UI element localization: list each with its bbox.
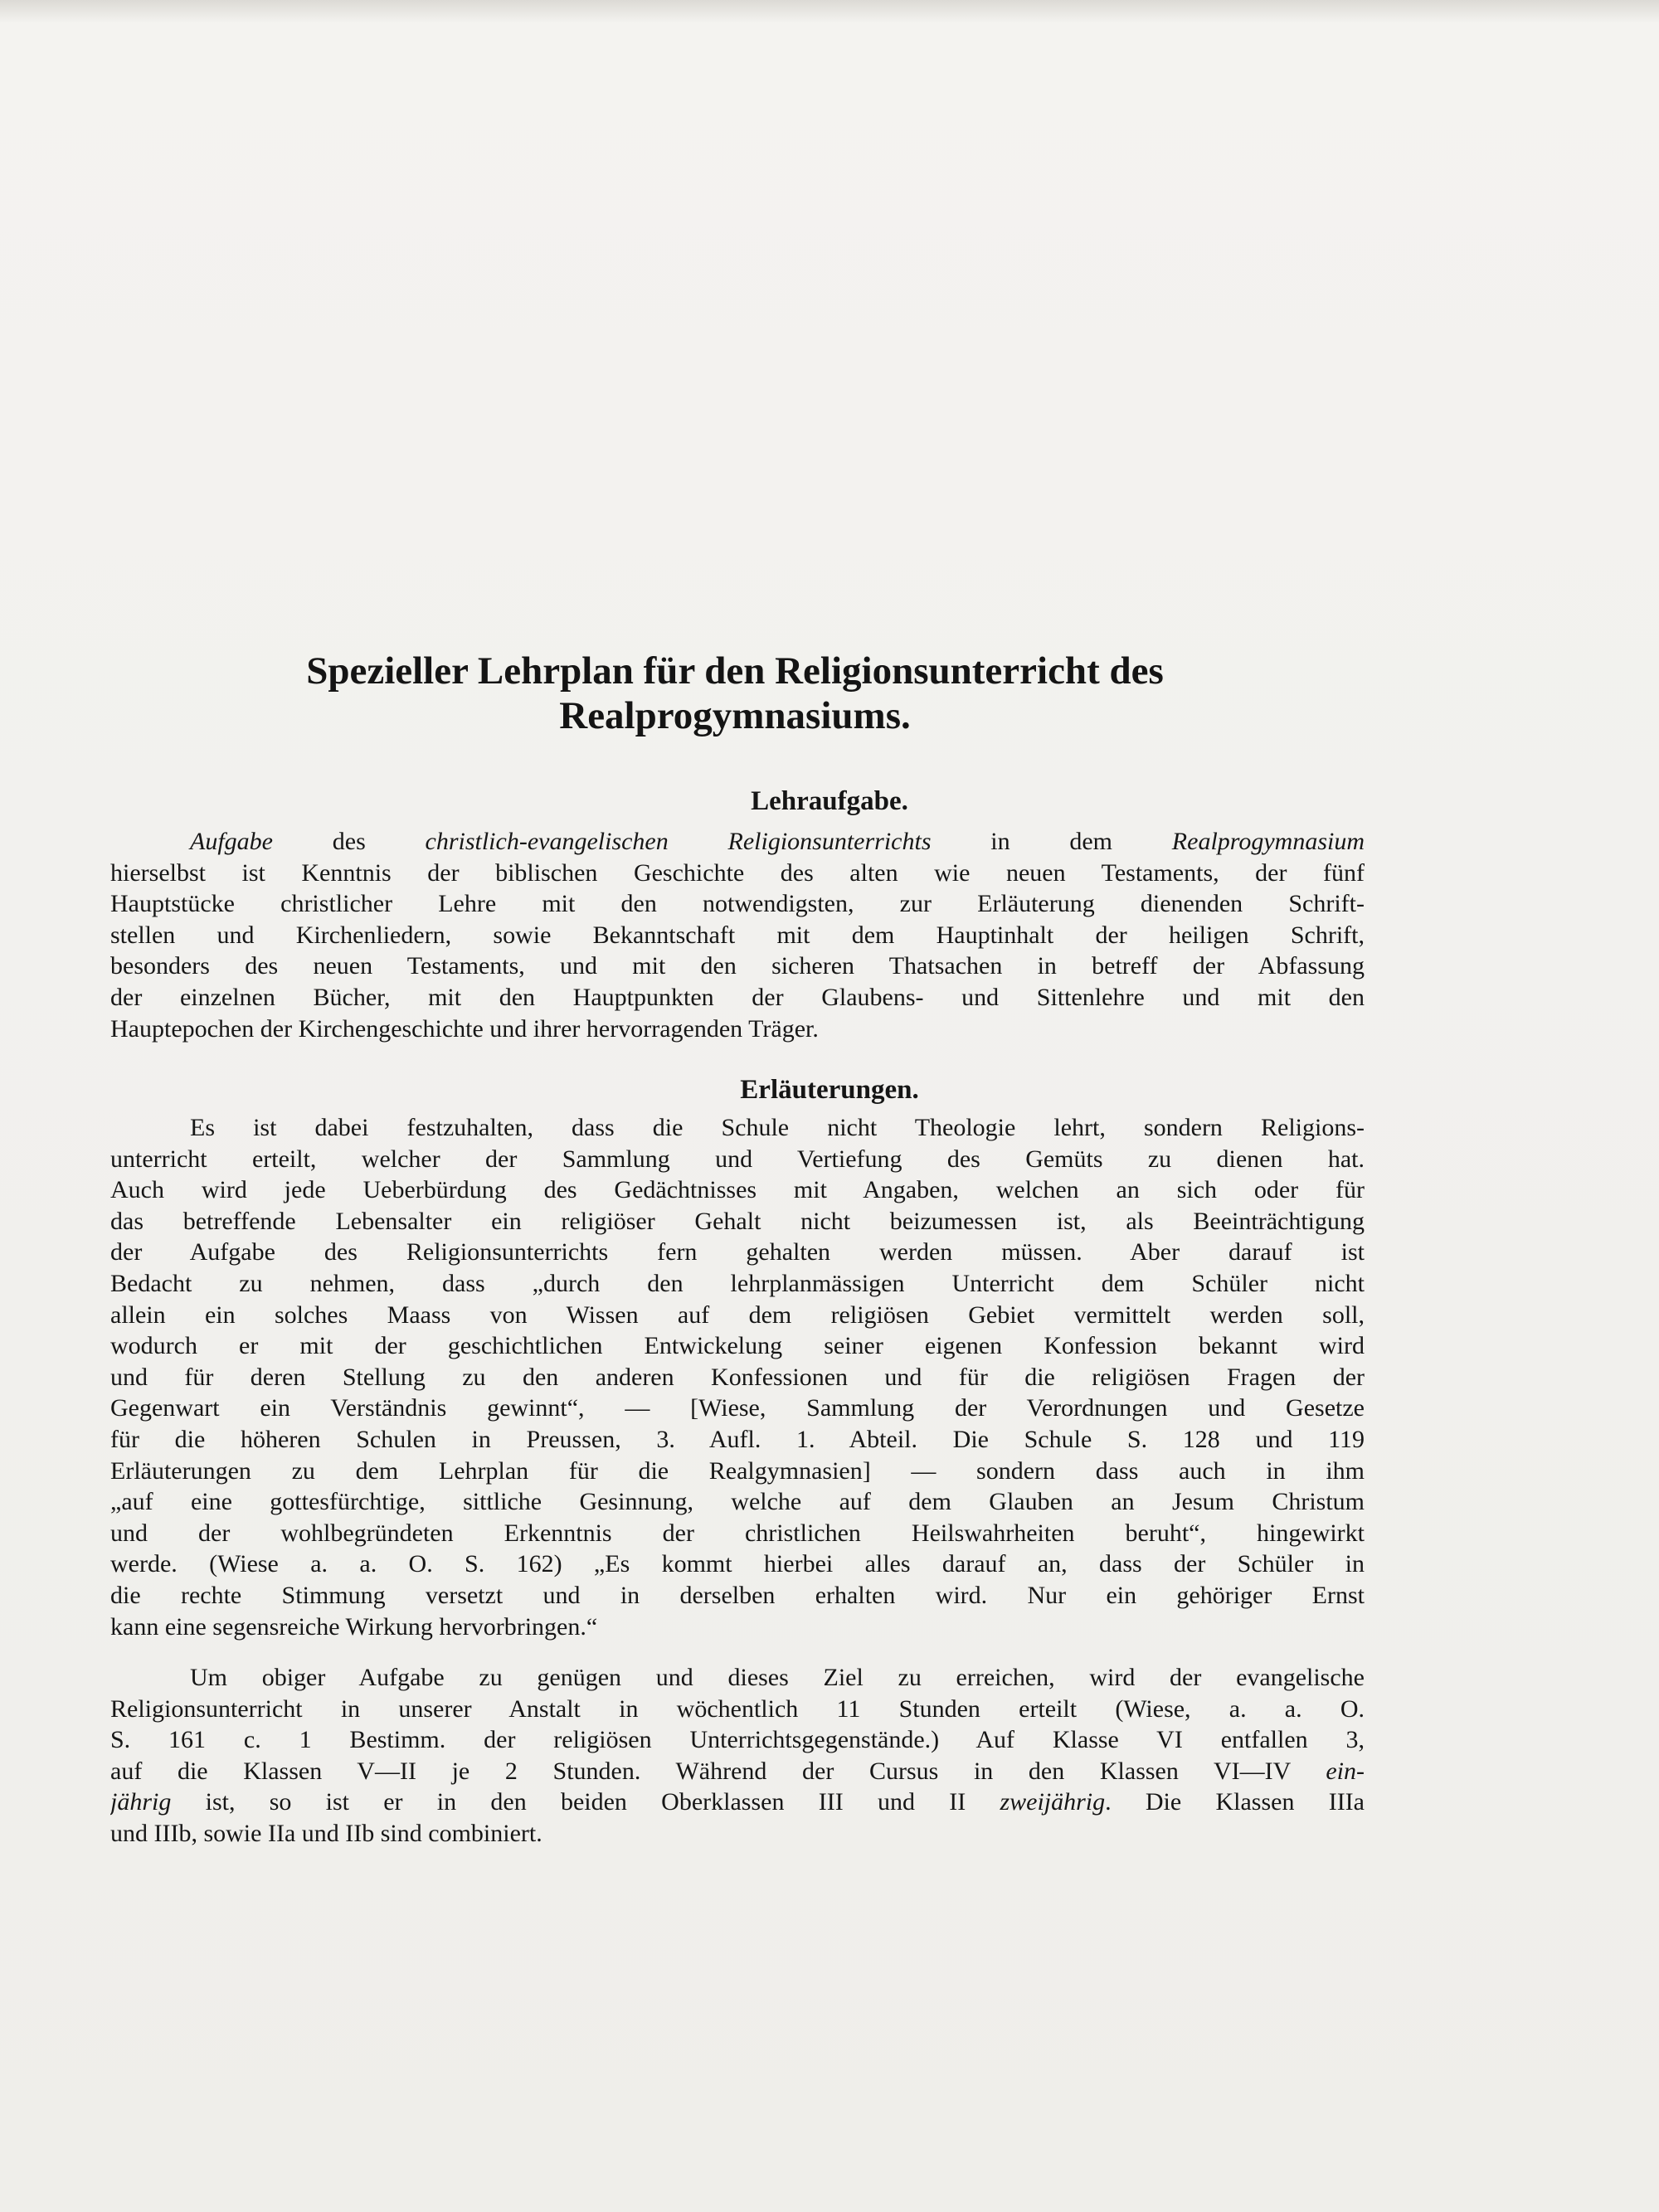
- text-run: der einzelnen Bücher, mit den Hauptpunkten der Glaubens- und Sittenlehre und mit den: [110, 983, 1365, 1011]
- italic-text: ein-: [1326, 1757, 1365, 1785]
- text-run: besonders des neuen Testaments, und mit den sicheren Thatsachen in betreff der Abfassung: [110, 952, 1365, 980]
- title-line-2: Realprogymnasiums.: [559, 694, 911, 737]
- text-line: [110, 1694, 1365, 1725]
- text-line: werde. (Wiese a. a. O. S. 162) „Es kommt hierbei alles darauf an, dass der Schüler in: [110, 1550, 1365, 1578]
- italic-text: christlich-evangelischen Religionsunterrichts: [425, 828, 932, 855]
- text-run: Religionsunterricht in unserer Anstalt in wöchentlich 11 Stunden erteilt (Wiese, a. a. O.: [110, 1694, 1365, 1723]
- text-run: hierselbst ist Kenntnis der biblischen Geschichte des alten wie neuen Testaments, der fünf: [110, 858, 1365, 887]
- text-run: . Die Klassen IIIa: [1105, 1788, 1365, 1816]
- text-line: [110, 1724, 1365, 1756]
- page-edge-shadow: [0, 0, 1659, 23]
- text-line: unterricht erteilt, welcher der Sammlung und Vertiefung des Gemüts zu dienen hat.: [110, 1145, 1365, 1173]
- text-run: in dem: [931, 828, 1172, 855]
- document-title: [106, 649, 1364, 738]
- text-line: [110, 982, 1365, 1014]
- text-line: „auf eine gottesfürchtige, sittliche Gesinnung, welche auf dem Glauben an Jesum Christum: [110, 1488, 1365, 1516]
- text-line: [110, 1787, 1365, 1818]
- text-run: Hauptepochen der Kirchengeschichte und ihrer hervorragenden Träger.: [110, 1014, 819, 1043]
- text-line: Gegenwart ein Verständnis gewinnt“, — [Wiese, Sammlung der Verordnungen und Gesetze: [110, 1394, 1365, 1422]
- text-line: und für deren Stellung zu den anderen Konfessionen und für die religiösen Fragen der: [110, 1363, 1365, 1391]
- text-line: Auch wird jede Ueberbürdung des Gedächtnisses mit Angaben, welchen an sich oder für: [110, 1176, 1365, 1204]
- text-line: für die höheren Schulen in Preussen, 3. Aufl. 1. Abteil. Die Schule S. 128 und 119: [110, 1425, 1365, 1453]
- italic-text: jährig: [110, 1788, 172, 1816]
- text-line: [110, 950, 1365, 982]
- text-run: ist, so ist er in den beiden Oberklassen III und II: [171, 1788, 1000, 1816]
- text-line: [110, 1662, 1365, 1694]
- erlaeuterungen-paragraph-2: [110, 1662, 1365, 1850]
- text-run: S. 161 c. 1 Bestimm. der religiösen Unterrichtsgegenstände.) Auf Klasse VI entfallen 3,: [110, 1726, 1365, 1754]
- text-run: stellen und Kirchenliedern, sowie Bekanntschaft mit dem Hauptinhalt der heiligen Schrift,: [110, 921, 1365, 949]
- text-run: Um obiger Aufgabe zu genügen und dieses Ziel zu erreichen, wird der evangelische: [190, 1664, 1365, 1691]
- text-line: Erläuterungen zu dem Lehrplan für die Realgymnasien] — sondern dass auch in ihm: [110, 1456, 1365, 1485]
- text-line: wodurch er mit der geschichtlichen Entwickelung seiner eigenen Konfession bekannt wird: [110, 1332, 1365, 1360]
- italic-text: Aufgabe: [190, 828, 273, 855]
- text-line: und der wohlbegründeten Erkenntnis der christlichen Heilswahrheiten beruht“, hingewirkt: [110, 1519, 1365, 1547]
- text-line: [110, 858, 1365, 889]
- erlaeuterungen-paragraph-1: [110, 1112, 1365, 1642]
- text-run: Hauptstücke christlicher Lehre mit den notwendigsten, zur Erläuterung dienenden Schrift-: [110, 890, 1365, 918]
- text-run: und IIIb, sowie IIa und IIb sind combiniert.: [110, 1819, 542, 1847]
- text-line: [110, 1756, 1365, 1787]
- italic-text: zweijährig: [1000, 1788, 1106, 1816]
- text-run: des: [272, 828, 426, 855]
- text-line: Es ist dabei festzuhalten, dass die Schule nicht Theologie lehrt, sondern Religions-: [190, 1114, 1365, 1141]
- text-run: auf die Klassen V—II je 2 Stunden. Während der Cursus in den Klassen VI—IV: [110, 1757, 1326, 1785]
- text-line: allein ein solches Maass von Wissen auf dem religiösen Gebiet vermittelt werden soll,: [110, 1300, 1365, 1329]
- text-line: [110, 1818, 1365, 1850]
- text-line: [110, 888, 1365, 920]
- text-line: [110, 920, 1365, 951]
- text-line: Bedacht zu nehmen, dass „durch den lehrplanmässigen Unterricht dem Schüler nicht: [110, 1269, 1365, 1297]
- text-line: [110, 826, 1365, 858]
- lehraufgabe-paragraph: [110, 826, 1365, 1044]
- text-line: der Aufgabe des Religionsunterrichts fern gehalten werden müssen. Aber darauf ist: [110, 1238, 1365, 1266]
- section-heading-lehraufgabe: Lehraufgabe.: [751, 786, 908, 816]
- text-line: das betreffende Lebensalter ein religiöser Gehalt nicht beizumessen ist, als Beeinträchtigung: [110, 1207, 1365, 1235]
- italic-text: Realprogymnasium: [1171, 828, 1365, 855]
- section-heading-erlaeuterungen: Erläuterungen.: [740, 1075, 919, 1105]
- text-line: die rechte Stimmung versetzt und in derselben erhalten wird. Nur ein gehöriger Ernst: [110, 1581, 1365, 1609]
- title-line-1: Spezieller Lehrplan für den Religionsunterricht des: [306, 649, 1164, 693]
- text-line: kann eine segensreiche Wirkung hervorbringen.“: [110, 1612, 598, 1641]
- text-line: [110, 1014, 1365, 1045]
